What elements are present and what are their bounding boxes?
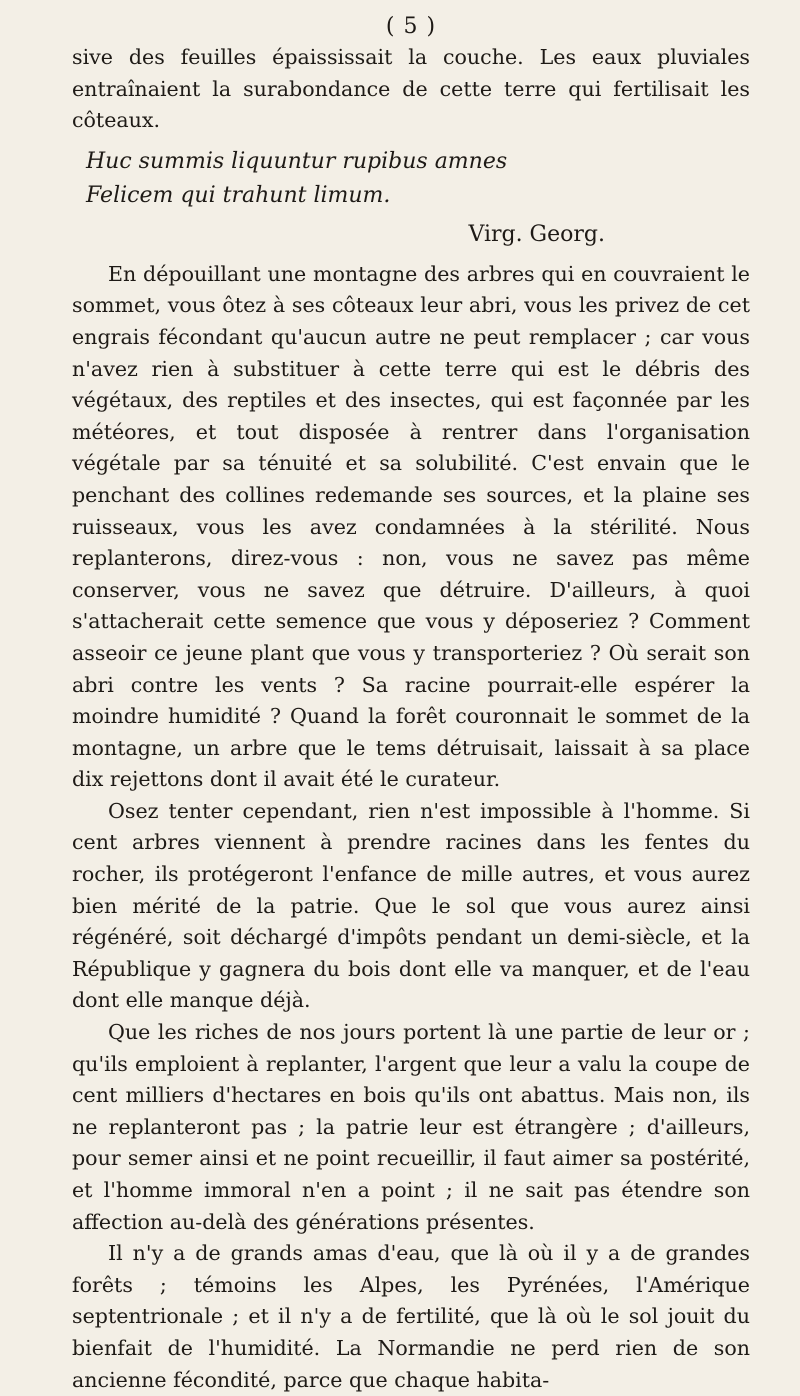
- opening-paragraph: sive des feuilles épaississait la couche. Les eaux pluviales entraînaient la surabondance de cette terre qui fertilisait les côteaux.: [72, 45, 750, 133]
- verse-attribution: Virg. Georg.: [468, 221, 605, 247]
- verse-quotation: [72, 145, 750, 253]
- paragraph-replanting: Osez tenter cependant, rien n'est impossible à l'homme. Si cent arbres viennent à prendre racines dans les fentes du rocher, ils protégeront l'enfance de mille autres, et vous aurez bien mérité de la patrie. Que le sol que vous aurez ainsi régénéré, soit déchargé d'impôts pendant un demi-siècle, et la République y gagnera du bois dont elle va manquer, et de l'eau dont elle manque déjà.: [72, 798, 750, 1013]
- verse-line-1: Huc summis liquuntur rupibus amnes: [86, 148, 508, 174]
- paragraph-forests-water: Il n'y a de grands amas d'eau, que là où il y a de grandes forêts ; témoins les Alpes, les Pyrénées, l'Amérique septentrionale ; et il n'y a de fertilité, que là où le sol jouit du bienfait de l'humidité. La Normandie ne perd rien de son ancienne fécondité, parce que chaque habita-: [72, 1241, 750, 1392]
- paragraph-deforestation: En dépouillant une montagne des arbres qui en couvraient le sommet, vous ôtez à ses côteaux leur abri, vous les privez de cet engrais fécondant qu'aucun autre ne peut remplacer ; car vous n'avez rien à substituer à cette terre qui est le débris des végétaux, des reptiles et des insectes, qui est façonnée par les météores, et tout disposée à rentrer dans l'organisation végétale par sa ténuité et sa solubilité. C'est envain que le penchant des collines redemande ses sources, et la plaine ses ruisseaux, vous les avez condamnées à la stérilité. Nous replanterons, direz-vous : non, vous ne savez pas même conserver, vous ne savez que détruire. D'ailleurs, à quoi s'attacherait cette semence que vous y déposeriez ? Comment asseoir ce jeune plant que vous y transporteriez ? Où serait son abri contre les vents ? Sa racine pourrait-elle espérer la moindre humidité ? Quand la forêt couronnait le sommet de la montagne, un arbre que le tems détruisait, laissait à sa place dix rejettons dont il avait été le curateur.: [72, 261, 750, 792]
- paragraph-riches: Que les riches de nos jours portent là une partie de leur or ; qu'ils emploient à replanter, l'argent que leur a valu la coupe de cent milliers d'hectares en bois qu'ils ont abattus. Mais non, ils ne replanteront pas ; la patrie leur est étrangère ; d'ailleurs, pour semer ainsi et ne point recueillir, il faut aimer sa postérité, et l'homme immoral n'en a point ; il ne sait pas étendre son affection au-delà des générations présentes.: [72, 1020, 750, 1234]
- page-body: [72, 42, 750, 1396]
- page-number: ( 5 ): [385, 14, 437, 39]
- verse-line-2: Felicem qui trahunt limum.: [86, 182, 391, 208]
